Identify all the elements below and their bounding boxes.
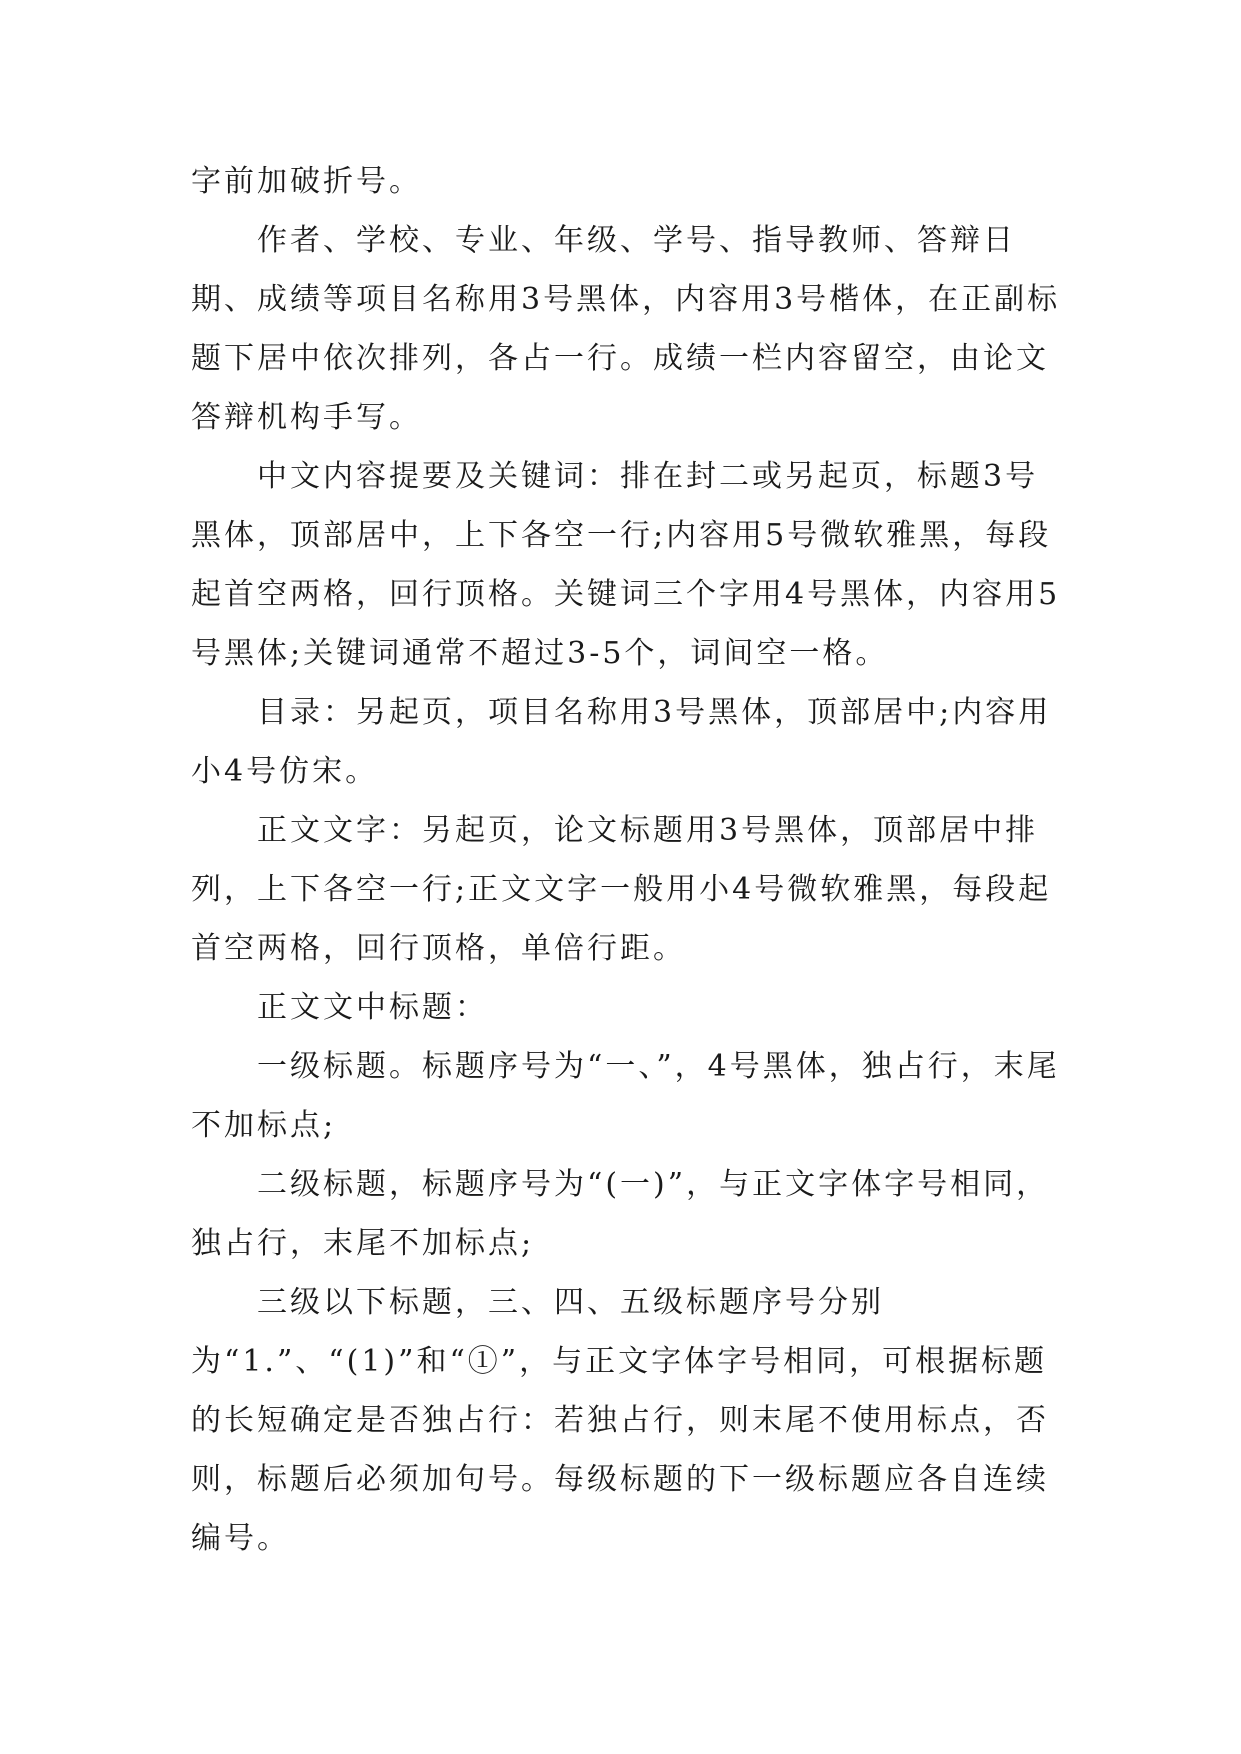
paragraph-headings-intro: 正文文中标题： <box>257 990 488 1025</box>
paragraph-level1-heading: 一级标题。标题序号为“一、”，4号黑体，独占行，末尾不加标点; <box>191 1049 1060 1143</box>
paragraph-body-text-format: 正文文字：另起页，论文标题用3号黑体，顶部居中排列，上下各空一行;正文文字一般用小4号微软雅黑，每段起首空两格，回行顶格，单倍行距。 <box>191 813 1052 966</box>
paragraph-author-info-format: 作者、学校、专业、年级、学号、指导教师、答辩日期、成绩等项目名称用3号黑体，内容用3号楷体，在正副标题下居中依次排列，各占一行。成绩一栏内容留空，由论文答辩机构手写。 <box>191 223 1061 435</box>
paragraph-continuation: 字前加破折号。 <box>191 164 422 199</box>
document-body <box>191 152 1061 1568</box>
paragraph-level2-heading: 二级标题，标题序号为“(一)”，与正文字体字号相同，独占行，末尾不加标点; <box>191 1167 1050 1261</box>
paragraph-level3-heading: 三级以下标题，三、四、五级标题序号分别为“1.”、“(1)”和“①”，与正文字体字号相同，可根据标题的长短确定是否独占行：若独占行，则末尾不使用标点，否则，标题后必须加句号。每级标题的下一级标题应各自连续编号。 <box>191 1285 1049 1556</box>
paragraph-abstract-keywords-format: 中文内容提要及关键词：排在封二或另起页，标题3号黑体，顶部居中，上下各空一行;内容用5号微软雅黑，每段起首空两格，回行顶格。关键词三个字用4号黑体，内容用5号黑体;关键词通常不超过3-5个，词间空一格。 <box>191 459 1061 671</box>
paragraph-toc-format: 目录：另起页，项目名称用3号黑体，顶部居中;内容用小4号仿宋。 <box>191 695 1052 789</box>
